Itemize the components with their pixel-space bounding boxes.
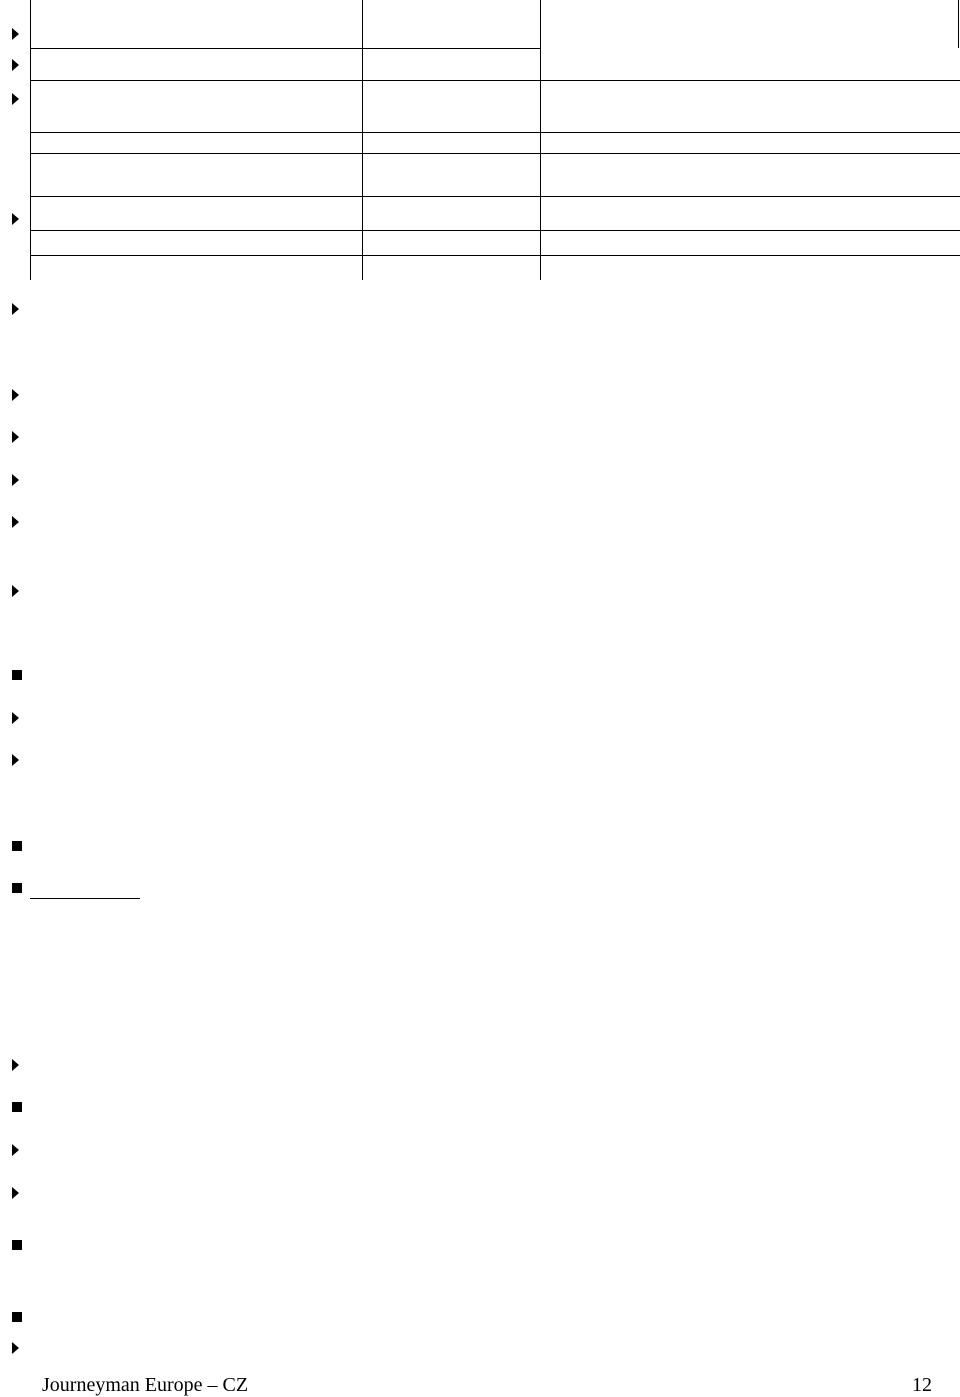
row-21-square-icon — [12, 1240, 22, 1250]
table-rule — [30, 48, 540, 49]
top-row-0-triangle-icon — [12, 28, 19, 40]
table-rule — [30, 196, 960, 197]
column-rule — [958, 0, 959, 48]
table-rule — [30, 255, 960, 256]
row-20-triangle-icon — [12, 1187, 19, 1199]
row-18-square-icon — [12, 1102, 22, 1112]
row-4-triangle-icon — [12, 474, 19, 486]
top-row-1-triangle-icon — [12, 59, 19, 71]
row-23-triangle-icon — [12, 1342, 19, 1354]
row-19-triangle-icon — [12, 1144, 19, 1156]
column-rule — [540, 0, 541, 280]
top-row-2-triangle-icon — [12, 93, 19, 105]
table-rule — [30, 80, 960, 81]
table-rule — [30, 132, 960, 133]
row-0-triangle-icon — [12, 303, 19, 315]
column-rule — [362, 0, 363, 280]
row-10-triangle-icon — [12, 754, 19, 766]
row-6-triangle-icon — [12, 585, 19, 597]
row-22-square-icon — [12, 1312, 22, 1322]
row-8-square-icon — [12, 670, 22, 680]
row-5-triangle-icon — [12, 516, 19, 528]
row-9-triangle-icon — [12, 712, 19, 724]
table-rule — [30, 153, 960, 154]
row-17-triangle-icon — [12, 1059, 19, 1071]
footer-left: Journeyman Europe – CZ — [42, 1374, 249, 1396]
page-number: 12 — [912, 1374, 932, 1396]
table-rule — [30, 898, 140, 899]
top-row-5-triangle-icon — [12, 213, 19, 225]
row-12-square-icon — [12, 841, 22, 851]
column-rule — [30, 0, 31, 280]
row-3-triangle-icon — [12, 431, 19, 443]
row-2-triangle-icon — [12, 389, 19, 401]
table-rule — [30, 230, 960, 231]
row-13-square-icon — [12, 883, 22, 893]
